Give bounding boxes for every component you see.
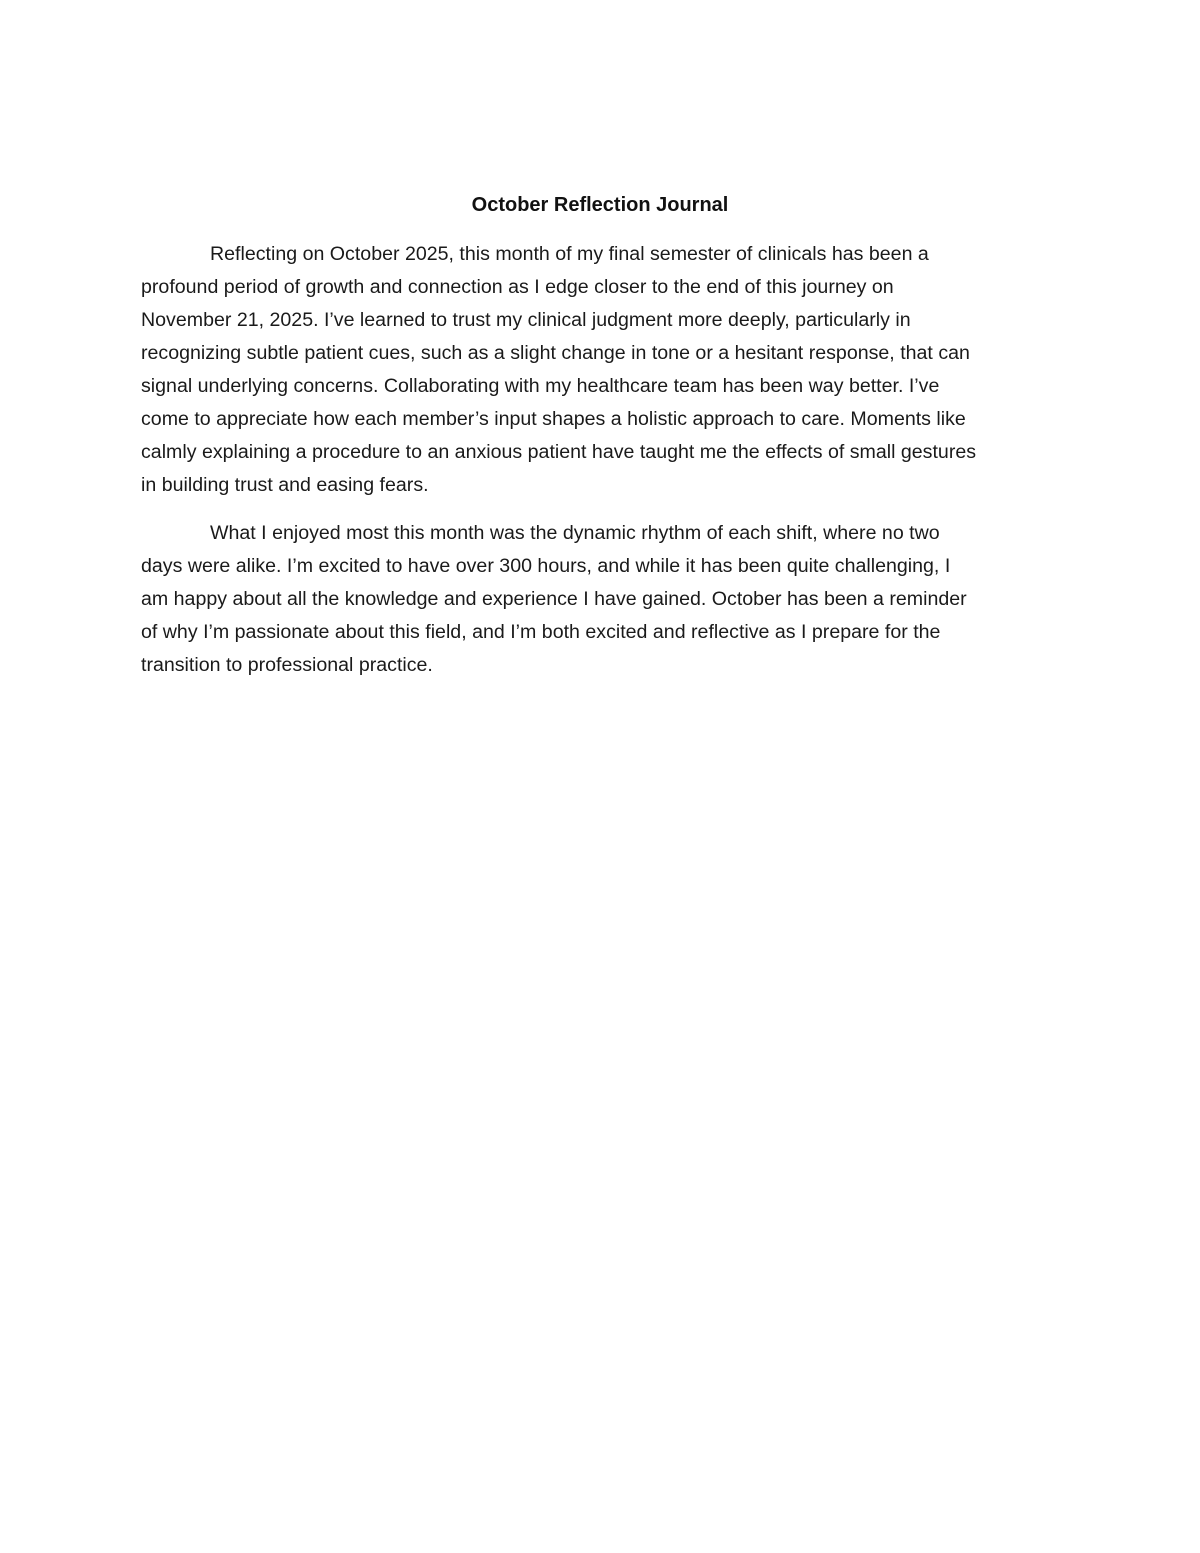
paragraph-line: in building trust and easing fears. <box>141 474 429 496</box>
paragraph-line: Reflecting on October 2025, this month of my final semester of clinicals has been a <box>210 243 929 265</box>
paragraph-2 <box>141 517 1066 682</box>
paragraph-line: signal underlying concerns. Collaborating with my healthcare team has been way better. I’ve <box>141 375 940 397</box>
document-title: October Reflection Journal <box>471 194 729 216</box>
paragraph-line: What I enjoyed most this month was the dynamic rhythm of each shift, where no two <box>210 522 940 544</box>
paragraph-1 <box>141 238 1066 502</box>
paragraph-line: calmly explaining a procedure to an anxious patient have taught me the effects of small gestures <box>141 441 977 463</box>
paragraph-line: of why I’m passionate about this field, and I’m both excited and reflective as I prepare for the <box>141 621 941 643</box>
paragraph-line: come to appreciate how each member’s input shapes a holistic approach to care. Moments like <box>141 408 966 430</box>
paragraph-line: November 21, 2025. I’ve learned to trust my clinical judgment more deeply, particularly in <box>141 309 911 331</box>
paragraph-line: recognizing subtle patient cues, such as a slight change in tone or a hesitant response, that can <box>141 342 970 364</box>
paragraph-line: am happy about all the knowledge and experience I have gained. October has been a reminder <box>141 588 967 610</box>
paragraph-line: profound period of growth and connection as I edge closer to the end of this journey on <box>141 276 894 298</box>
paragraph-line: transition to professional practice. <box>141 654 433 676</box>
paragraph-line: days were alike. I’m excited to have over 300 hours, and while it has been quite challenging, I <box>141 555 951 577</box>
